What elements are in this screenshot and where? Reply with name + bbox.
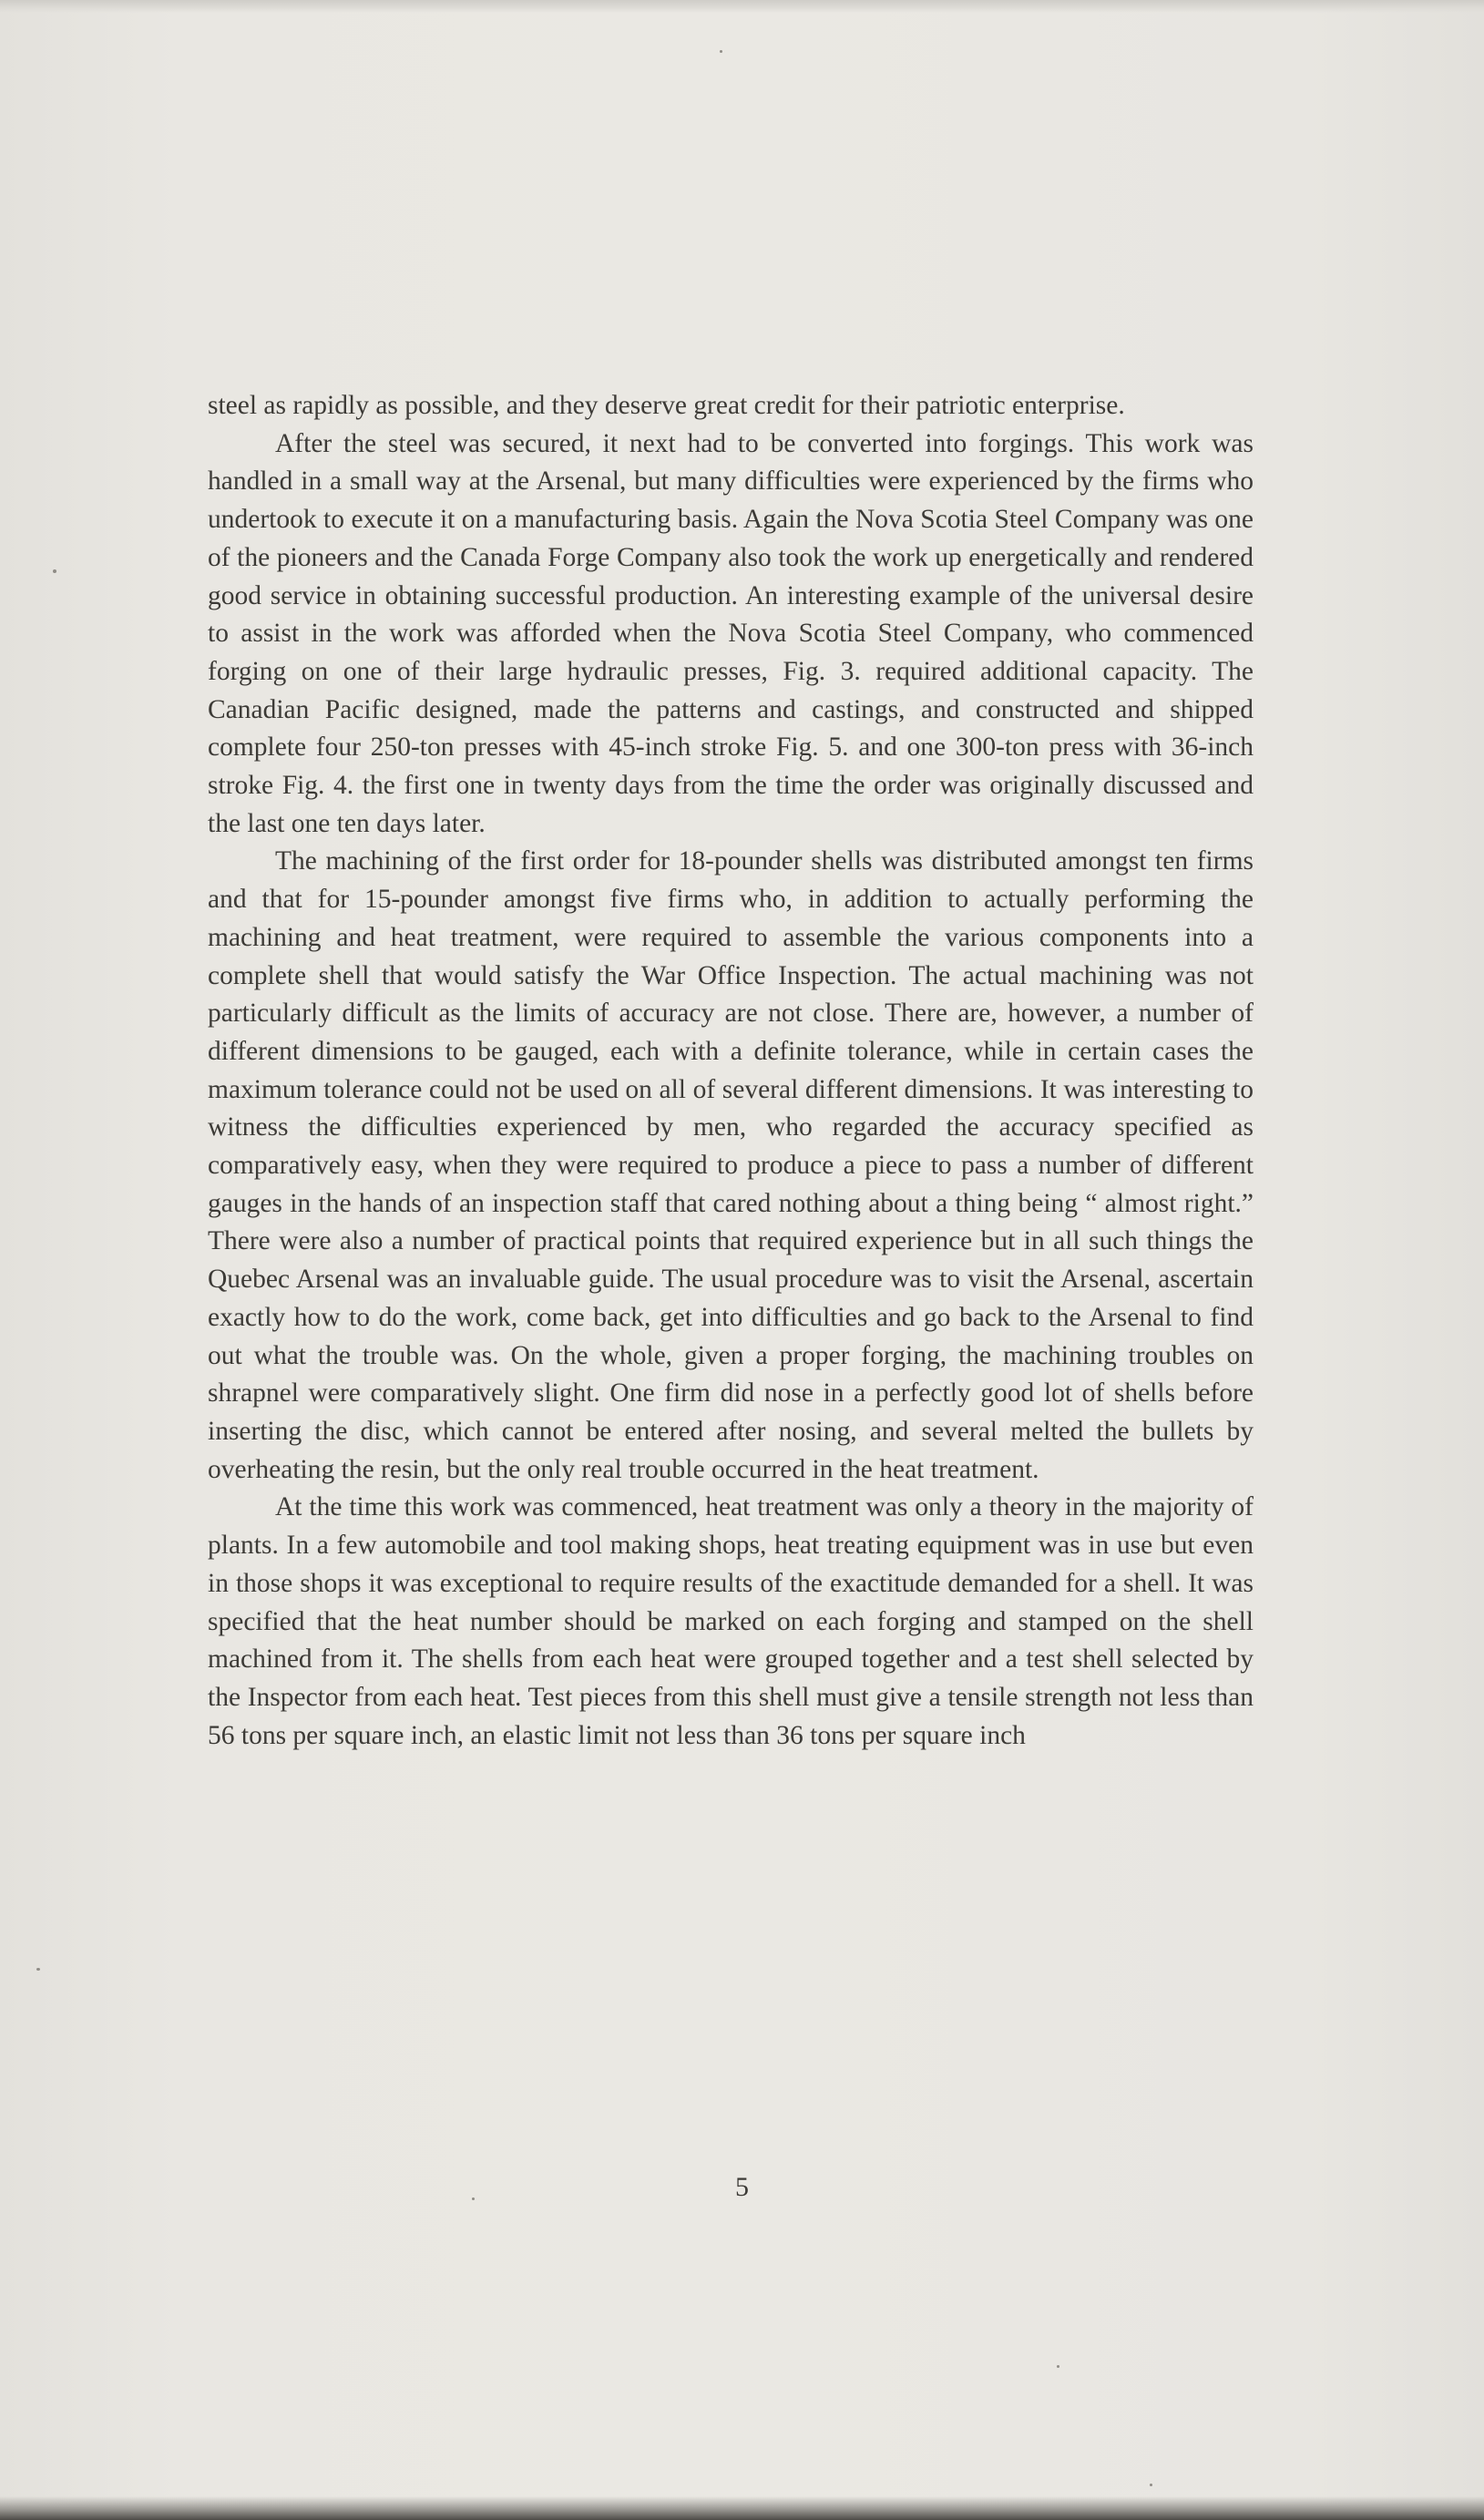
paper-speck bbox=[1150, 2484, 1152, 2486]
paper-speck bbox=[36, 1968, 40, 1971]
paper-speck bbox=[720, 50, 722, 53]
body-text bbox=[208, 387, 1254, 1755]
paper-speck bbox=[1057, 2365, 1059, 2368]
paper-speck bbox=[53, 569, 56, 573]
page-number: 5 bbox=[735, 2172, 749, 2202]
paragraph-1: steel as rapidly as possible, and they deserve great credit for their patriotic enterprise. bbox=[208, 391, 1125, 420]
paper-speck bbox=[472, 2197, 475, 2200]
paragraph-4: At the time this work was commenced, heat treatment was only a theory in the majority of plants. In a few automobile and tool making shops, heat treating equipment was in use but even in those shops it was exceptional to require results of the exactitude demanded for a shell. It was specified that the heat number should be marked on each forging and stamped on the shell machined from it. The shells from each heat were grouped together and a test shell selected by the Inspector from each heat. Test pieces from this shell must give a tensile strength not less than 56 tons per square inch, an elastic limit not less than 36 tons per square inch bbox=[208, 1492, 1254, 1750]
page-bottom-edge bbox=[0, 2496, 1484, 2520]
paragraph-2: After the steel was secured, it next had to be converted into forgings. This work was handled in a small way at the Arsenal, but many difficulties were experienced by the firms who undertook to execute it on a manufacturing basis. Again the Nova Scotia Steel Company was one of the pioneers and the Canada Forge Company also took the work up energetically and rendered good service in obtaining successful production. An interesting example of the universal desire to assist in the work was afforded when the Nova Scotia Steel Company, who commenced forging on one of their large hydraulic presses, Fig. 3. required additional capacity. The Canadian Pacific designed, made the patterns and castings, and constructed and shipped complete four 250-ton presses with 45-inch stroke Fig. 5. and one 300-ton press with 36-inch stroke Fig. 4. the first one in twenty days from the time the order was originally discussed and the last one ten days later. bbox=[208, 428, 1254, 838]
page-top-edge bbox=[0, 0, 1484, 13]
paragraph-3: The machining of the first order for 18-pounder shells was distributed amongst ten firms and that for 15-pounder amongst five firms who, in addition to actually performing the machining and heat treatment, were required to assemble the various components into a complete shell that would satisfy the War Office Inspection. The actual machining was not particularly difficult as the limits of accuracy are not close. There are, however, a number of different dimensions to be gauged, each with a definite tolerance, while in certain cases the maximum tolerance could not be used on all of several different dimensions. It was interesting to witness the difficulties experienced by men, who regarded the accuracy specified as comparatively easy, when they were required to produce a piece to pass a number of different gauges in the hands of an inspection staff that cared nothing about a thing being “ almost right.” There were also a number of practical points that required experience but in all such things the Quebec Arsenal was an invaluable guide. The usual procedure was to visit the Arsenal, ascertain exactly how to do the work, come back, get into difficulties and go back to the Arsenal to find out what the trouble was. On the whole, given a proper forging, the machining troubles on shrapnel were comparatively slight. One firm did nose in a perfectly good lot of shells before inserting the disc, which cannot be entered after nosing, and several melted the bullets by overheating the resin, but the only real trouble occurred in the heat treatment. bbox=[208, 846, 1254, 1484]
